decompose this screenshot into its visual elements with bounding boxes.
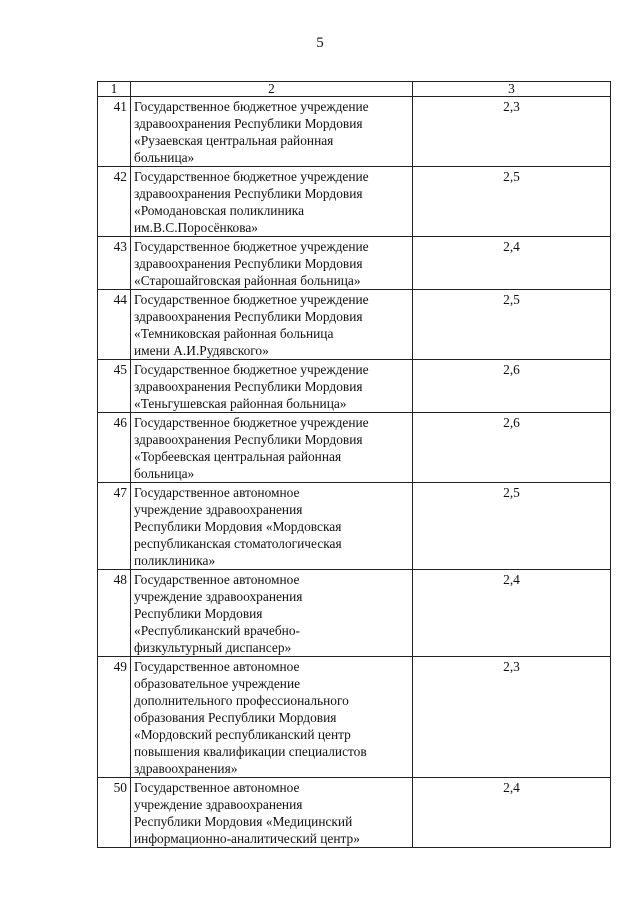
institution-name-cell: Государственное автономное образовательное учреждение дополнительного профессионального образования Республики Мордовия «Мордовский республиканский центр повышения квалификации специалистов здравоохранения»	[131, 657, 413, 778]
coefficient-cell: 2,6	[413, 413, 611, 483]
coefficient-cell: 2,3	[413, 97, 611, 167]
row-number-cell: 46	[98, 413, 131, 483]
row-number-cell: 50	[98, 778, 131, 848]
coefficient-cell: 2,4	[413, 570, 611, 657]
row-number-cell: 43	[98, 237, 131, 290]
coefficient-cell: 2,5	[413, 290, 611, 360]
row-number-cell: 47	[98, 483, 131, 570]
table-row	[98, 657, 611, 778]
institution-name-cell: Государственное бюджетное учреждение здравоохранения Республики Мордовия «Теньгушевская районная больница»	[131, 360, 413, 413]
table-row	[98, 290, 611, 360]
row-number-cell: 45	[98, 360, 131, 413]
header-cell-value: 3	[413, 82, 611, 97]
table-row	[98, 778, 611, 848]
coefficient-cell: 2,4	[413, 237, 611, 290]
row-number-cell: 48	[98, 570, 131, 657]
table-header-row	[98, 82, 611, 97]
institution-name-cell: Государственное бюджетное учреждение здравоохранения Республики Мордовия «Темниковская районная больница имени А.И.Рудявского»	[131, 290, 413, 360]
coefficient-cell: 2,3	[413, 657, 611, 778]
table-row	[98, 237, 611, 290]
coefficient-cell: 2,5	[413, 483, 611, 570]
header-cell-name: 2	[131, 82, 413, 97]
row-number-cell: 41	[98, 97, 131, 167]
table-row	[98, 570, 611, 657]
coefficient-cell: 2,4	[413, 778, 611, 848]
institutions-table	[97, 81, 611, 848]
institution-name-cell: Государственное бюджетное учреждение здравоохранения Республики Мордовия «Ромодановская поликлиника им.В.С.Поросёнкова»	[131, 167, 413, 237]
row-number-cell: 42	[98, 167, 131, 237]
institution-name-cell: Государственное бюджетное учреждение здравоохранения Республики Мордовия «Рузаевская центральная районная больница»	[131, 97, 413, 167]
institution-name-cell: Государственное автономное учреждение здравоохранения Республики Мордовия «Республиканский врачебно- физкультурный диспансер»	[131, 570, 413, 657]
coefficient-cell: 2,5	[413, 167, 611, 237]
institution-name-cell: Государственное автономное учреждение здравоохранения Республики Мордовия «Мордовская республиканская стоматологическая поликлиника»	[131, 483, 413, 570]
table-row	[98, 97, 611, 167]
row-number-cell: 44	[98, 290, 131, 360]
page-number: 5	[316, 35, 324, 51]
table-row	[98, 413, 611, 483]
institution-name-cell: Государственное бюджетное учреждение здравоохранения Республики Мордовия «Торбеевская центральная районная больница»	[131, 413, 413, 483]
row-number-cell: 49	[98, 657, 131, 778]
table-row	[98, 167, 611, 237]
header-cell-number: 1	[98, 82, 131, 97]
institution-name-cell: Государственное автономное учреждение здравоохранения Республики Мордовия «Медицинский информационно-аналитический центр»	[131, 778, 413, 848]
table-row	[98, 360, 611, 413]
institution-name-cell: Государственное бюджетное учреждение здравоохранения Республики Мордовия «Старошайговская районная больница»	[131, 237, 413, 290]
table-row	[98, 483, 611, 570]
coefficient-cell: 2,6	[413, 360, 611, 413]
